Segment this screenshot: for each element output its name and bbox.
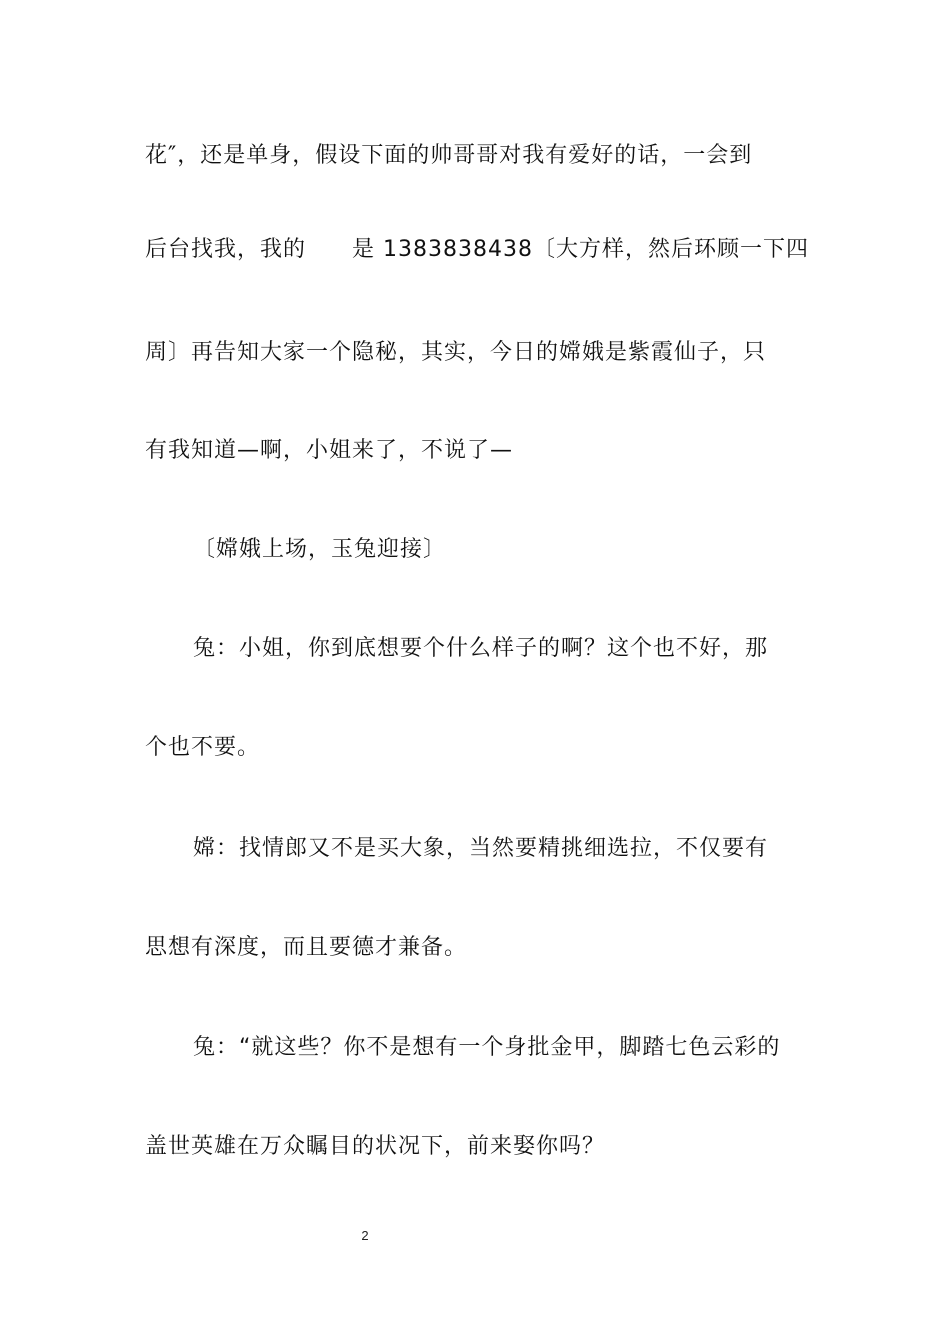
- text-line: 周〕再告知大家一个隐秘，其实，今日的嫦娥是紫霞仙子，只: [145, 340, 767, 365]
- text-line: 思想有深度，而且要德才兼备。: [145, 935, 468, 960]
- text-line: 有我知道—啊，小姐来了，不说了—: [145, 438, 514, 463]
- text-line: 个也不要。: [145, 735, 261, 760]
- page-number: 2: [361, 1228, 369, 1243]
- dialogue-line: 兔：“就这些？你不是想有一个身批金甲，脚踏七色云彩的: [193, 1035, 781, 1060]
- dialogue-line: 嫦：找情郎又不是买大象，当然要精挑细选拉，不仅要有: [193, 836, 769, 861]
- text-line: 后台找我，我的 是 1383838438〔大方样，然后环顾一下四: [145, 237, 809, 262]
- text-line: 花″，还是单身，假设下面的帅哥哥对我有爱好的话，一会到: [145, 143, 753, 168]
- dialogue-line: 兔：小姐，你到底想要个什么样子的啊？这个也不好，那: [193, 636, 769, 661]
- stage-direction: 〔嫦娥上场，玉兔迎接〕: [193, 537, 447, 562]
- text-line: 盖世英雄在万众瞩目的状况下，前来娶你吗？: [145, 1134, 606, 1159]
